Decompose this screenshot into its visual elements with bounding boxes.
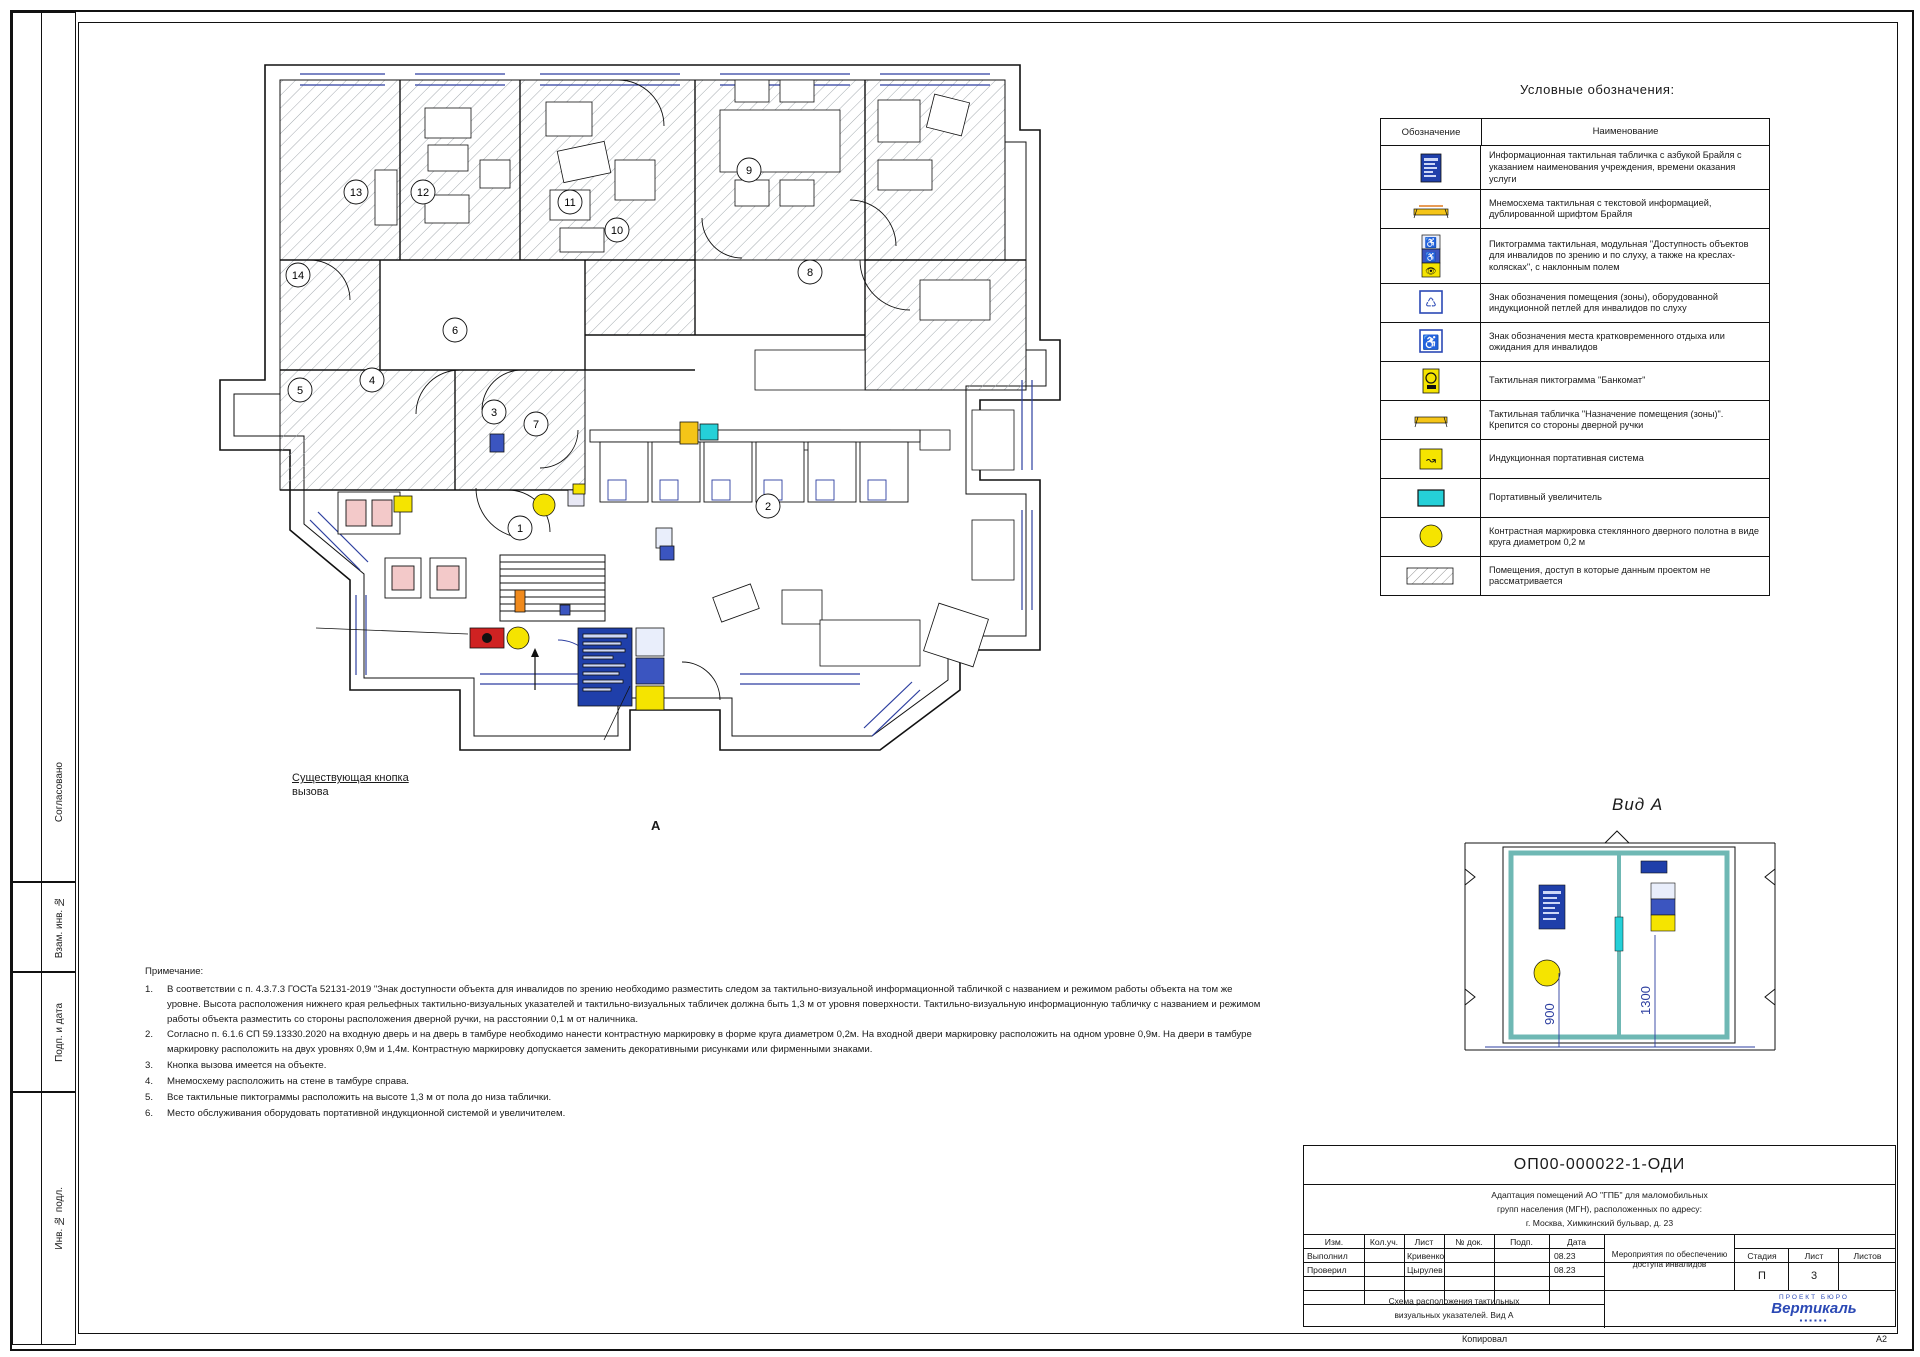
role-vypolnil-name: Кривенко — [1407, 1251, 1445, 1261]
legend-row — [1381, 323, 1769, 362]
company-logo-top: ПРОЕКТ БЮРО — [1779, 1294, 1849, 1301]
note-item: 6. Место обслуживания оборудовать портативной индукционной системой и увеличителем. — [145, 1107, 1265, 1122]
legend-row — [1381, 146, 1769, 190]
role-proveril-name: Цырулев — [1407, 1265, 1443, 1275]
note-item: 3. Кнопка вызова имеется на объекте. — [145, 1059, 1265, 1074]
svg-text:8: 8 — [806, 267, 814, 279]
margin-label-inv-podl: Инв. № подл. — [53, 1187, 65, 1250]
note-item: 4. Мнемосхему расположить на стене в тамбуре справа. — [145, 1075, 1265, 1090]
note-text: Кнопка вызова имеется на объекте. — [167, 1060, 327, 1072]
note-text: В соответствии с п. 4.3.7.3 ГОСТа 52131-2019 "Знак доступности объекта для инвалидов по зрению необходимо разместить следом за тактильно-визуальной информационной табличкой с названием и режимом работы объекта на том же уровне. Высота расположения нижнего края рельефных тактильно-визуальных указателей и тактильно-визуальных табличек должна быть 1,3 м от уровня поверхности. Тактильно-визуальную информационную табличку с названием и режимом работы объекта разместить со стороны расположения дверной ручки, на расстоянии 0,1 м от наличника. — [167, 983, 1261, 1025]
view-a-dim-900: 900 — [1542, 1003, 1557, 1025]
hatched-area-icon — [1381, 557, 1481, 595]
call-button-callout — [292, 772, 409, 800]
svg-text:♺: ♺ — [1424, 295, 1437, 311]
format-label: А2 — [1876, 1334, 1888, 1344]
note-text: Место обслуживания оборудовать портативной индукционной системой и увеличителем. — [167, 1107, 566, 1119]
contrast-marking-circle — [507, 627, 529, 649]
rest-area-sign-icon — [1381, 323, 1481, 361]
svg-text:5: 5 — [296, 385, 304, 397]
svg-text:3: 3 — [490, 407, 498, 419]
notes-block — [145, 965, 1265, 1123]
rev-header-list: Лист — [1414, 1237, 1434, 1247]
stage-value: П — [1758, 1270, 1766, 1282]
note-text: Мнемосхему расположить на стене в тамбуре справа. — [167, 1076, 409, 1088]
note-item: 5. Все тактильные пиктограммы расположить на высоте 1,3 м от пола до низа таблички. — [145, 1091, 1265, 1106]
svg-text:9: 9 — [745, 165, 753, 177]
left-margin-strip — [12, 12, 76, 1345]
legend-text: Портативный увеличитель — [1489, 492, 1602, 503]
legend-text: Пиктограмма тактильная, модульная "Доступность объектов для инвалидов по зрению и по слуху, а также на креслах-колясках", с наклонным полем — [1489, 238, 1749, 273]
legend-table — [1380, 118, 1770, 596]
rev-header-ndok: № док. — [1455, 1237, 1483, 1247]
legend-row — [1381, 401, 1769, 440]
object-line-2: групп населения (МГН), расположенных по адресу: — [1497, 1204, 1702, 1214]
legend-text: Тактильная табличка "Назначение помещения (зоны)". Крепится со стороны дверной ручки — [1489, 408, 1724, 431]
svg-text:👁: 👁 — [1424, 266, 1437, 277]
notes-header: Примечание: — [145, 966, 204, 977]
legend-row — [1381, 284, 1769, 323]
svg-text:1: 1 — [516, 523, 524, 535]
call-button-callout-line1: Существующая кнопка — [292, 772, 409, 784]
svg-text:10: 10 — [610, 225, 624, 237]
modular-accessibility-pictogram-icon — [1381, 229, 1481, 283]
listov-header: Листов — [1853, 1251, 1882, 1261]
legend-text: Помещения, доступ в которые данным проектом не рассматривается — [1489, 564, 1711, 587]
svg-text:♿: ♿ — [1421, 334, 1440, 351]
legend-row — [1381, 557, 1769, 595]
role-vypolnil: Выполнил — [1307, 1251, 1348, 1261]
svg-text:2: 2 — [764, 501, 772, 513]
contrast-door-marking-icon — [1381, 518, 1481, 556]
floor-plan — [160, 50, 1340, 880]
rev-header-data: Дата — [1566, 1237, 1587, 1247]
section-title: Мероприятия по обеспечению доступа инвалидов — [1611, 1250, 1728, 1270]
svg-text:13: 13 — [349, 187, 363, 199]
existing-call-button — [470, 628, 504, 648]
view-a-dim-1300: 1300 — [1638, 986, 1653, 1015]
stage-header: Стадия — [1747, 1251, 1777, 1261]
legend-row — [1381, 362, 1769, 401]
company-logo-name: Вертикаль — [1771, 1300, 1857, 1317]
object-line-3: г. Москва, Химкинский бульвар, д. 23 — [1525, 1218, 1674, 1228]
role-vypolnil-date: 08.23 — [1554, 1251, 1576, 1261]
legend-text: Информационная тактильная табличка с азбукой Брайля с указанием наименования учреждения, времени оказания услуги — [1489, 150, 1742, 184]
rev-header-koluch: Кол.уч. — [1369, 1237, 1399, 1247]
legend-text: Контрастная маркировка стеклянного дверного полотна в виде круга диаметром 0,2 м — [1489, 525, 1759, 548]
svg-text:♿: ♿ — [1424, 252, 1437, 263]
doc-code: ОП00-000022-1-ОДИ — [1513, 1156, 1686, 1173]
legend-title: Условные обозначения: — [1520, 82, 1675, 97]
svg-text:11: 11 — [564, 197, 576, 209]
rev-header-izm: Изм. — [1324, 1237, 1344, 1247]
role-proveril-date: 08.23 — [1554, 1265, 1576, 1275]
legend-row — [1381, 229, 1769, 284]
margin-label-soglasovano: Согласовано — [53, 761, 65, 823]
legend-text: Индукционная портативная система — [1489, 453, 1644, 464]
svg-text:↝: ↝ — [1425, 453, 1436, 468]
room-purpose-plate-icon — [1381, 401, 1481, 439]
portable-induction-system-icon — [1381, 440, 1481, 478]
legend-text: Знак обозначения места кратковременного отдыха или ожидания для инвалидов — [1489, 330, 1725, 353]
contrast-marking-circle — [533, 494, 555, 516]
list-header: Лист — [1804, 1251, 1824, 1261]
legend-row — [1381, 190, 1769, 229]
portable-magnifier-icon — [1381, 479, 1481, 517]
view-a-drawing — [1455, 825, 1785, 1075]
object-line-1: Адаптация помещений АО "ГПБ" для маломобильных — [1491, 1190, 1708, 1200]
legend-row — [1381, 518, 1769, 557]
svg-text:7: 7 — [532, 419, 540, 431]
rev-header-podp: Подп. — [1510, 1237, 1533, 1247]
note-item: 2. Согласно п. 6.1.6 СП 59.13330.2020 на входную дверь и на дверь в тамбуре необходимо нанести контрастную маркировку в форме круга диаметром 0,2м. На входной двери маркировку расположить на одном уровне 0,9м. На двери в тамбуре маркировку расположить на двух уровнях 0,9м и 1,4м. Контрастную маркировку допускается заменить декоративными рисунками или фирменными знаками. — [145, 1028, 1265, 1058]
tactile-mnemonic-scheme-icon — [1381, 190, 1481, 228]
title-block — [1303, 1145, 1896, 1327]
legend-row — [1381, 479, 1769, 518]
svg-text:♿: ♿ — [1424, 238, 1437, 250]
legend-text: Тактильная пиктограмма "Банкомат" — [1489, 375, 1646, 386]
legend-text: Мнемосхема тактильная с текстовой информацией, дублированной шрифтом Брайля — [1489, 197, 1712, 220]
braille-info-plate-icon — [1381, 146, 1481, 189]
legend-text: Знак обозначения помещения (зоны), оборудованной индукционной петлей для инвалидов по слуху — [1489, 291, 1718, 314]
company-logo: ПРОЕКТ БЮРО Вертикаль ▪▪▪▪▪▪ — [1734, 1294, 1894, 1325]
margin-label-vzam-inv: Взам. инв. № — [53, 895, 65, 959]
call-button-callout-line2: вызова — [292, 785, 329, 798]
svg-text:6: 6 — [451, 325, 459, 337]
list-value: 3 — [1810, 1270, 1818, 1282]
drawing-title-line1: Схема расположения тактильных — [1388, 1296, 1520, 1306]
note-text: Все тактильные пиктограммы расположить на высоте 1,3 м от пола до низа таблички. — [167, 1091, 552, 1103]
induction-loop-sign-icon — [1381, 284, 1481, 322]
copied-label: Копировал — [1462, 1334, 1508, 1344]
role-proveril: Проверил — [1307, 1265, 1347, 1275]
note-text: Согласно п. 6.1.6 СП 59.13330.2020 на входную дверь и на дверь в тамбуре необходимо нанести контрастную маркировку в форме круга диаметром 0,2м. На входной двери маркировку расположить на одном уровне 0,9м. На двери в тамбуре маркировку расположить на двух уровнях 0,9м и 1,4м. Контрастную маркировку допускается заменить декоративными рисунками или фирменными знаками. — [167, 1029, 1252, 1056]
view-a-title: Вид А — [1612, 795, 1664, 814]
legend-row — [1381, 440, 1769, 479]
atm-tactile-pictogram-icon — [1381, 362, 1481, 400]
note-item: 1. В соответствии с п. 4.3.7.3 ГОСТа 52131-2019 "Знак доступности объекта для инвалидов по зрению необходимо разместить следом за тактильно-визуальной информационной табличкой с названием и режимом работы объекта на том же уровне. Высота расположения нижнего края рельефных тактильно-визуальных указателей и тактильно-визуальных табличек должна быть 1,3 м от уровня поверхности. Тактильно-визуальную информационную табличку с названием и режимом работы объекта разместить со стороны расположения дверной ручки, на расстоянии 0,1 м от наличника. — [145, 983, 1265, 1028]
drawing-title-line2: визуальных указателей. Вид А — [1394, 1310, 1514, 1320]
svg-text:14: 14 — [291, 270, 305, 282]
legend-header-symbol: Обозначение — [1381, 119, 1482, 145]
svg-text:4: 4 — [368, 375, 376, 387]
legend-header-name: Наименование — [1592, 125, 1659, 137]
section-mark-a: А — [651, 818, 661, 833]
svg-text:12: 12 — [416, 187, 430, 199]
margin-label-podp-data: Подп. и дата — [53, 1002, 65, 1062]
